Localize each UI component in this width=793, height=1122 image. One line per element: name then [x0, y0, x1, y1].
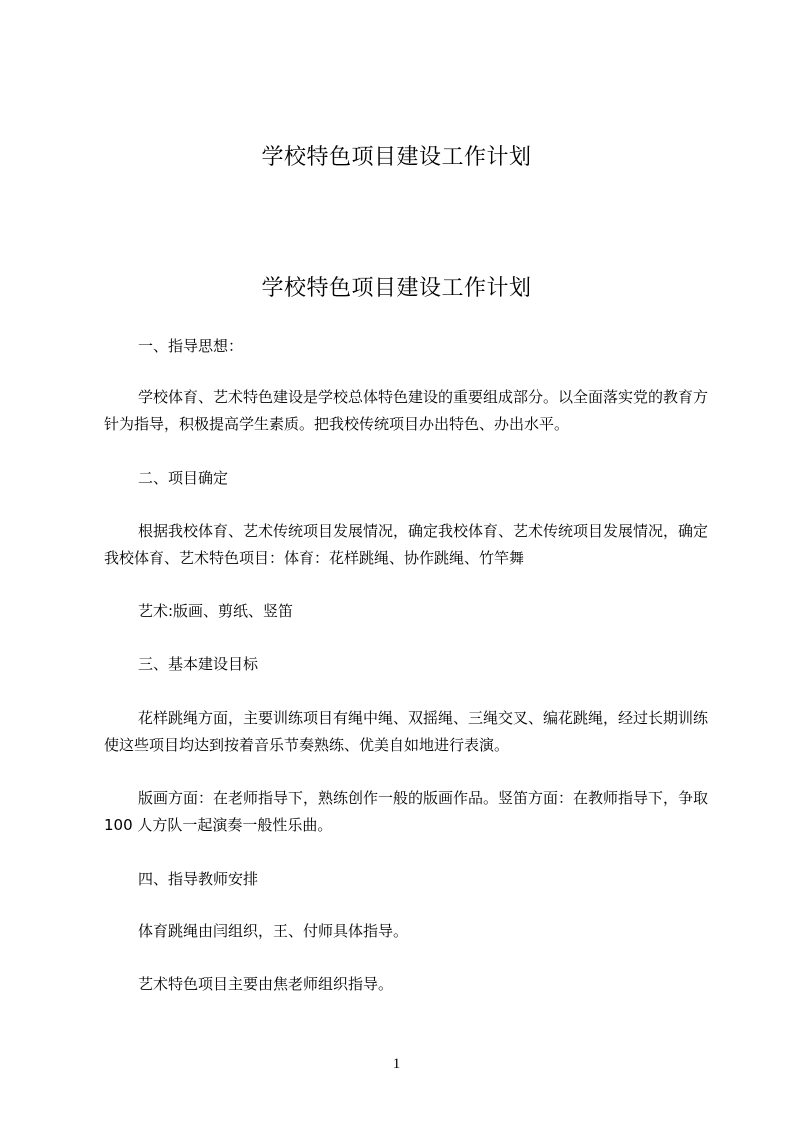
section-heading-construction-goals: 三、基本建设目标: [138, 655, 259, 673]
paragraph-rope-skipping-goals: 花样跳绳方面，主要训练项目有绳中绳、双摇绳、三绳交叉、编花跳绳，经过长期训练使这些项目均达到按着音乐节奏熟练、优美自如地进行表演。: [104, 709, 709, 754]
paragraph-art-teachers: 艺术特色项目主要由焦老师组织指导。: [138, 975, 394, 993]
paragraph-sports-teachers: 体育跳绳由闫组织，王、付师具体指导。: [138, 922, 409, 940]
page-number: 1: [392, 1056, 401, 1072]
header-title: 学校特色项目建设工作计划: [261, 145, 532, 170]
paragraph-guiding-ideology: 学校体育、艺术特色建设是学校总体特色建设的重要组成部分。以全面落实党的教育方针为指导，积极提高学生素质。把我校传统项目办出特色、办出水平。: [104, 388, 709, 433]
section-heading-project-determination: 二、项目确定: [138, 469, 229, 487]
paragraph-art-projects: 艺术:版画、剪纸、竖笛: [138, 602, 294, 620]
paragraph-printmaking-flute-goals: 版画方面：在老师指导下，熟练创作一般的版画作品。竖笛方面：在教师指导下，争取 100 人方队一起演奏一般性乐曲。: [104, 789, 709, 834]
main-title: 学校特色项目建设工作计划: [261, 276, 532, 301]
section-heading-guiding-ideology: 一、指导思想：: [138, 337, 244, 355]
paragraph-project-determination: 根据我校体育、艺术传统项目发展情况，确定我校体育、艺术传统项目发展情况，确定我校体育、艺术特色项目：体育：花样跳绳、协作跳绳、竹竿舞: [104, 522, 709, 567]
section-heading-teacher-arrangement: 四、指导教师安排: [138, 870, 259, 888]
